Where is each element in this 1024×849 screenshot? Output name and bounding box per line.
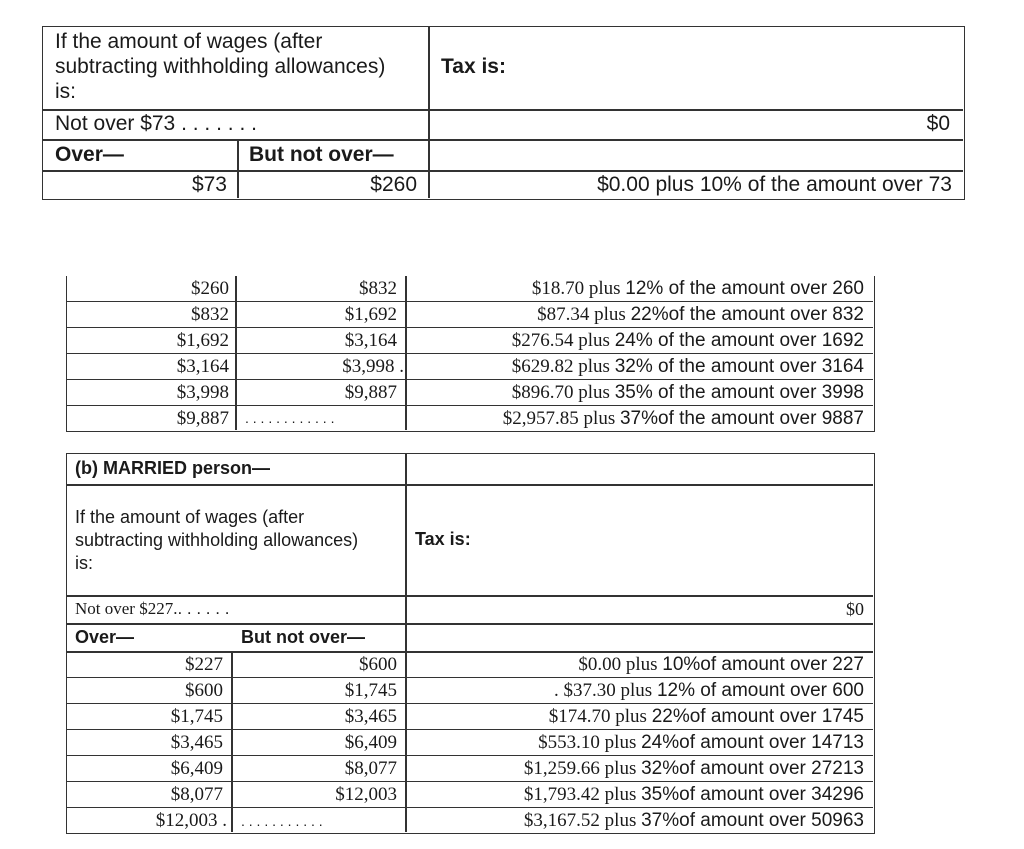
bracket-over: $12,003 .	[155, 810, 227, 831]
bracket-but-not-over: $3,465	[344, 706, 397, 727]
row-over: $73	[191, 173, 227, 196]
row-divider	[67, 484, 873, 486]
bracket-tax: $0.00 plus 10%of amount over 227	[578, 654, 864, 675]
column-divider	[237, 139, 239, 198]
bracket-tax: $18.70 plus 12% of the amount over 260	[531, 278, 864, 299]
tax-is-header: Tax is:	[415, 529, 471, 549]
bracket-but-not-over: $3,164	[344, 330, 397, 351]
bracket-tax: $553.10 plus 24%of amount over 14713	[538, 732, 864, 753]
bracket-over: $3,465	[170, 732, 223, 753]
row-divider	[43, 109, 963, 111]
tax-is-header: Tax is:	[441, 55, 506, 78]
row-but-not-over: $260	[370, 173, 417, 196]
bracket-over: $1,692	[176, 330, 229, 351]
col-over-header: Over—	[75, 627, 135, 647]
col-but-not-over-header: But not over—	[241, 627, 365, 647]
bracket-tax: $896.70 plus 35% of the amount over 3998	[511, 382, 864, 403]
row-divider	[67, 623, 873, 625]
bracket-over: $6,409	[170, 758, 223, 779]
bracket-tax: $1,793.42 plus 35%of amount over 34296	[523, 784, 864, 805]
bracket-but-not-over: $8,077	[344, 758, 397, 779]
bracket-but-not-over: $1,692	[344, 304, 397, 325]
row-divider	[67, 677, 873, 678]
row-divider	[67, 595, 873, 597]
row-divider	[67, 807, 873, 808]
bracket-tax: $629.82 plus 32% of the amount over 3164	[511, 356, 864, 377]
bracket-but-not-over: $1,745	[344, 680, 397, 701]
row-divider	[67, 651, 873, 653]
bracket-but-not-over: $600	[359, 654, 397, 675]
row-divider	[67, 405, 873, 406]
single-tax-table-top	[42, 26, 965, 200]
bracket-tax: $2,957.85 plus 37%of the amount over 9887	[502, 408, 864, 429]
single-tax-brackets-table	[66, 276, 875, 432]
not-over-tax: $0	[926, 112, 950, 135]
col-over-header: Over—	[55, 143, 124, 166]
bracket-over: $832	[191, 304, 229, 325]
bracket-but-not-over: $832	[359, 278, 397, 299]
row-divider	[43, 170, 963, 172]
bracket-over: $600	[185, 680, 223, 701]
bracket-but-not-over: $9,887	[344, 382, 397, 403]
bracket-over: $227	[185, 654, 223, 675]
col-but-not-over-header: But not over—	[249, 143, 394, 166]
bracket-but-not-over: . . . . . . . . . . .	[241, 813, 323, 829]
bracket-but-not-over: $12,003	[335, 784, 397, 805]
row-tax: $0.00 plus 10% of the amount over 73	[597, 173, 952, 196]
bracket-over: $8,077	[170, 784, 223, 805]
bracket-but-not-over: . . . . . . . . . . . .	[245, 410, 335, 426]
column-divider	[428, 27, 430, 198]
row-divider	[67, 755, 873, 756]
bracket-over: $3,164	[176, 356, 229, 377]
row-divider	[67, 781, 873, 782]
wages-header: If the amount of wages (after subtracting withholding allowances) is:	[55, 30, 386, 103]
bracket-over: $1,745	[170, 706, 223, 727]
bracket-over: $260	[191, 278, 229, 299]
married-title: (b) MARRIED person—	[75, 458, 270, 478]
column-divider	[405, 454, 407, 832]
bracket-tax: $3,167.52 plus 37%of amount over 50963	[523, 810, 864, 831]
wages-header: If the amount of wages (after subtracting withholding allowances) is:	[75, 507, 359, 573]
row-divider	[43, 139, 963, 141]
row-divider	[67, 327, 873, 328]
row-divider	[67, 729, 873, 730]
bracket-tax: $276.54 plus 24% of the amount over 1692	[511, 330, 864, 351]
row-divider	[67, 353, 873, 354]
bracket-but-not-over: $6,409	[344, 732, 397, 753]
row-divider	[67, 379, 873, 380]
not-over-tax: $0	[846, 599, 864, 619]
bracket-over: $9,887	[176, 408, 229, 429]
bracket-tax: $1,259.66 plus 32%of amount over 27213	[523, 758, 864, 779]
not-over-label: Not over $73 . . . . . . .	[55, 112, 257, 135]
married-tax-table	[66, 453, 875, 834]
row-divider	[67, 301, 873, 302]
bracket-over: $3,998	[176, 382, 229, 403]
bracket-but-not-over: $3,998 .	[342, 356, 404, 377]
bracket-tax: . $37.30 plus 12% of amount over 600	[554, 680, 864, 701]
bracket-tax: $174.70 plus 22%of amount over 1745	[548, 706, 864, 727]
column-divider	[231, 652, 233, 832]
bracket-tax: $87.34 plus 22%of the amount over 832	[537, 304, 864, 325]
not-over-label: Not over $227.. . . . . .	[75, 599, 230, 618]
row-divider	[67, 703, 873, 704]
